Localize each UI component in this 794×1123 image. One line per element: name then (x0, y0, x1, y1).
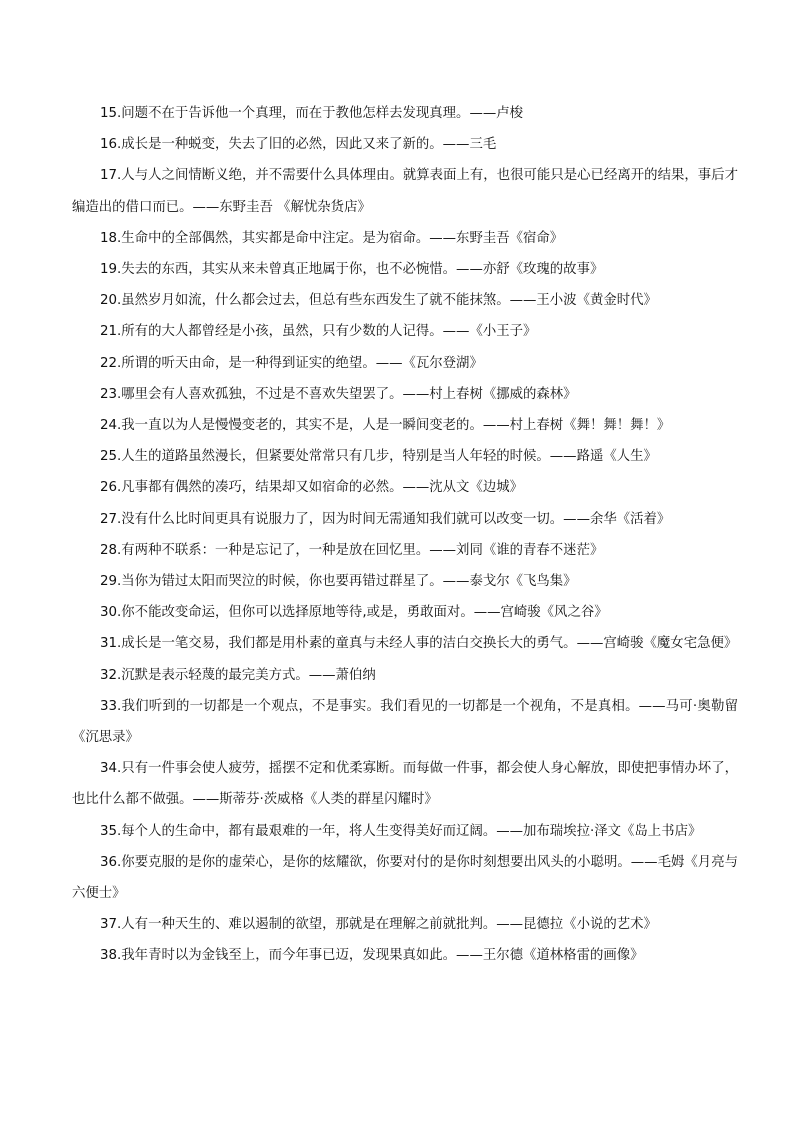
quote-18: 18.生命中的全部偶然，其实都是命中注定。是为宿命。——东野圭吾《宿命》 (100, 230, 564, 246)
quote-16: 16.成长是一种蜕变，失去了旧的必然，因此又来了新的。——三毛 (100, 137, 497, 153)
quote-36: 36.你要克服的是你的虚荣心，是你的炫耀欲，你要对付的是你时刻想要出风头的小聪明。——毛姆《月亮与六便士》 (72, 854, 738, 902)
quote-38: 38.我年青时以为金钱至上，而今年事已迈，发现果真如此。——王尔德《道林格雷的画像》 (100, 948, 644, 964)
quote-30: 30.你不能改变命运，但你可以选择原地等待,或是，勇敢面对。——宫崎骏《风之谷》 (100, 605, 608, 621)
quote-32: 32.沉默是表示轻蔑的最完美方式。——萧伯纳 (100, 667, 376, 683)
quote-24: 24.我一直以为人是慢慢变老的，其实不是，人是一瞬间变老的。——村上春树《舞！舞！舞！》 (100, 418, 671, 434)
quote-29: 29.当你为错过太阳而哭泣的时候，你也要再错过群星了。——泰戈尔《飞鸟集》 (100, 574, 577, 590)
quote-35: 35.每个人的生命中，都有最艰难的一年，将人生变得美好而辽阔。——加布瑞埃拉·泽文《岛上书店》 (100, 823, 702, 839)
quote-22: 22.所谓的听天由命，是一种得到证实的绝望。——《瓦尔登湖》 (100, 355, 483, 371)
quote-25: 25.人生的道路虽然漫长，但紧要处常常只有几步，特别是当人年轻的时候。——路遥《人生》 (100, 449, 657, 465)
quote-21: 21.所有的大人都曾经是小孩，虽然，只有少数的人记得。——《小王子》 (100, 324, 537, 340)
quote-34: 34.只有一件事会使人疲劳，摇摆不定和优柔寡断。而每做一件事，都会使人身心解放，即使把事情办坏了，也比什么都不做强。——斯蒂芬·茨威格《人类的群星闪耀时》 (72, 761, 738, 808)
quote-23: 23.哪里会有人喜欢孤独，不过是不喜欢失望罢了。——村上春树《挪威的森林》 (100, 386, 577, 402)
quote-37: 37.人有一种天生的、难以遏制的欲望，那就是在理解之前就批判。——昆德拉《小说的艺术》 (100, 917, 657, 933)
quote-15: 15.问题不在于告诉他一个真理，而在于教他怎样去发现真理。——卢梭 (100, 106, 524, 121)
quote-20: 20.虽然岁月如流，什么都会过去，但总有些东西发生了就不能抹煞。——王小波《黄金时代》 (100, 293, 657, 309)
quote-31: 31.成长是一笔交易，我们都是用朴素的童真与未经人事的洁白交换长大的勇气。——宫崎骏《魔女宅急便》 (100, 636, 738, 652)
quote-17: 17.人与人之间情断义绝，并不需要什么具体理由。就算表面上有，也很可能只是心已经离开的结果，事后才编造出的借口而已。——东野圭吾 《解忧杂货店》 (72, 168, 738, 215)
quote-list (72, 98, 738, 972)
quote-27: 27.没有什么比时间更具有说服力了，因为时间无需通知我们就可以改变一切。——余华《活着》 (100, 511, 671, 527)
quote-33: 33.我们听到的一切都是一个观点，不是事实。我们看见的一切都是一个视角，不是真相。——马可·奥勒留《沉思录》 (72, 698, 738, 746)
quote-28: 28.有两种不联系：一种是忘记了，一种是放在回忆里。——刘同《谁的青春不迷茫》 (100, 542, 604, 558)
quote-26: 26.凡事都有偶然的凑巧，结果却又如宿命的必然。——沈从文《边城》 (100, 480, 524, 496)
quote-19: 19.失去的东西，其实从来未曾真正地属于你，也不必惋惜。——亦舒《玫瑰的故事》 (100, 262, 604, 278)
